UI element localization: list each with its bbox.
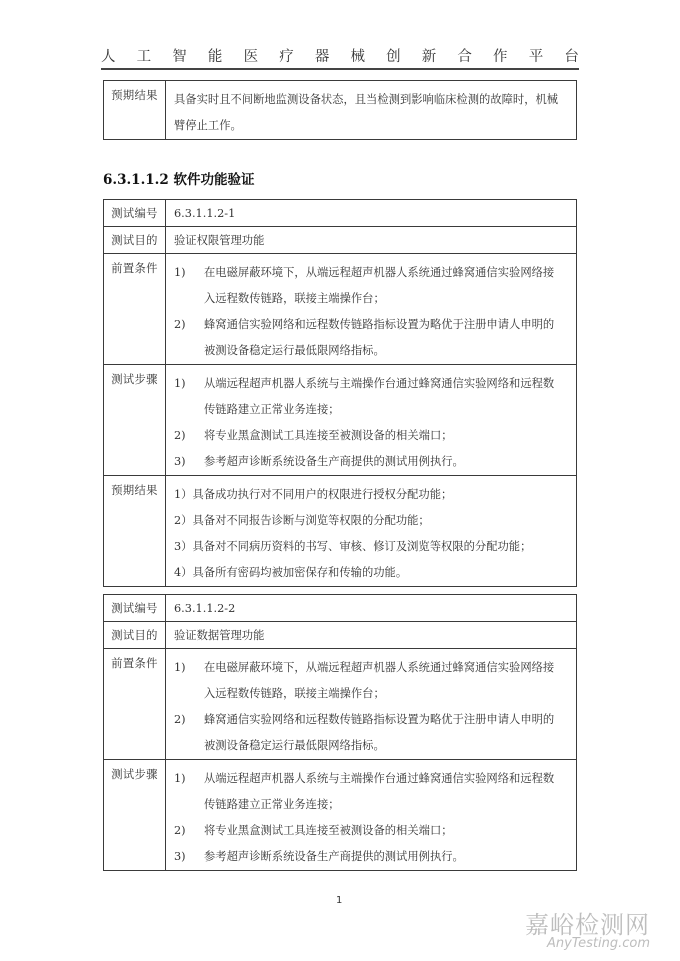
test-table-2 — [103, 594, 577, 871]
precondition-label: 前置条件 — [104, 649, 166, 760]
item-number: 1) — [174, 266, 186, 279]
item-text: 参考超声诊断系统设备生产商提供的测试用例执行。 — [204, 850, 464, 863]
section-heading: 6.3.1.1.2 软件功能验证 — [103, 172, 255, 188]
test-purpose-label: 测试目的 — [104, 622, 166, 649]
header-char: 器 — [314, 48, 330, 65]
expected-result-label: 预期结果 — [104, 476, 166, 587]
header-char: 工 — [136, 48, 152, 65]
test-id-value: 6.3.1.1.2-2 — [166, 595, 577, 622]
precondition-row — [104, 254, 577, 365]
steps-row — [104, 365, 577, 476]
precondition-label: 前置条件 — [104, 254, 166, 365]
header-rule — [101, 68, 579, 70]
list-item — [174, 844, 570, 870]
watermark-logo — [525, 905, 650, 951]
result-line: 2）具备对不同报告诊断与浏览等权限的分配功能； — [174, 514, 430, 527]
list-item — [174, 818, 570, 844]
precondition-value — [166, 649, 577, 760]
header-char: 人 — [101, 48, 116, 65]
item-text: 将专业黑盒测试工具连接至被测设备的相关端口； — [204, 429, 453, 442]
header-char: 医 — [243, 48, 259, 65]
test-id-value: 6.3.1.1.2-1 — [166, 200, 577, 227]
steps-value — [166, 760, 577, 871]
item-text: 将专业黑盒测试工具连接至被测设备的相关端口； — [204, 824, 453, 837]
item-number: 2) — [174, 429, 186, 442]
steps-label: 测试步骤 — [104, 760, 166, 871]
item-number: 1) — [174, 377, 186, 390]
item-number: 2) — [174, 713, 186, 726]
item-text-cont: 入远程数传链路，联接主端操作台； — [204, 687, 385, 700]
item-text: 蜂窝通信实验网络和远程数传链路指标设置为略优于注册申请人申明的 — [204, 318, 555, 331]
list-item — [174, 449, 570, 475]
test-id-label: 测试编号 — [104, 200, 166, 227]
item-number: 1) — [174, 772, 186, 785]
header-char: 台 — [564, 48, 579, 65]
item-text-cont: 被测设备稳定运行最低限网络指标。 — [204, 344, 385, 357]
list-item — [174, 766, 570, 792]
item-text: 在电磁屏蔽环境下，从端远程超声机器人系统通过蜂窝通信实验网络接 — [204, 266, 555, 279]
header-char: 新 — [421, 48, 437, 65]
item-text: 从端远程超声机器人系统与主端操作台通过蜂窝通信实验网络和远程数 — [204, 772, 555, 785]
item-text: 在电磁屏蔽环境下，从端远程超声机器人系统通过蜂窝通信实验网络接 — [204, 661, 555, 674]
item-text: 蜂窝通信实验网络和远程数传链路指标设置为略优于注册申请人申明的 — [204, 713, 555, 726]
header-char: 智 — [172, 48, 187, 65]
item-number: 2) — [174, 318, 186, 331]
header-char: 作 — [493, 48, 508, 65]
test-id-label: 测试编号 — [104, 595, 166, 622]
test-table-1 — [103, 199, 577, 587]
header-char: 疗 — [279, 48, 294, 65]
expected-result-value — [166, 476, 577, 587]
watermark-cn: 嘉峪检测网 — [525, 911, 650, 939]
continued-table — [103, 80, 577, 140]
item-text: 参考超声诊断系统设备生产商提供的测试用例执行。 — [204, 455, 464, 468]
test-id-row — [104, 200, 577, 227]
result-line: 具备实时且不间断地监测设备状态，且当检测到影响临床检测的故障时，机械 — [174, 93, 559, 106]
test-purpose-label: 测试目的 — [104, 227, 166, 254]
list-item — [174, 312, 570, 338]
result-line: 3）具备对不同病历资料的书写、审核、修订及浏览等权限的分配功能； — [174, 540, 532, 553]
header-char: 合 — [457, 48, 472, 65]
precondition-row — [104, 649, 577, 760]
list-item — [174, 655, 570, 681]
list-item — [174, 707, 570, 733]
item-text-cont: 被测设备稳定运行最低限网络指标。 — [204, 739, 385, 752]
header-char: 平 — [528, 48, 544, 65]
item-text-cont: 传链路建立正常业务连接； — [204, 798, 340, 811]
list-item — [174, 260, 570, 286]
steps-label: 测试步骤 — [104, 365, 166, 476]
header-char: 械 — [350, 48, 365, 65]
test-purpose-row — [104, 227, 577, 254]
item-number: 1) — [174, 661, 186, 674]
page-header — [101, 44, 579, 66]
watermark-en: AnyTesting.com — [546, 936, 650, 951]
item-text: 从端远程超声机器人系统与主端操作台通过蜂窝通信实验网络和远程数 — [204, 377, 555, 390]
item-number: 2) — [174, 824, 186, 837]
item-text-cont: 入远程数传链路，联接主端操作台； — [204, 292, 385, 305]
list-item — [174, 423, 570, 449]
result-line: 1）具备成功执行对不同用户的权限进行授权分配功能； — [174, 488, 453, 501]
result-label: 预期结果 — [104, 81, 166, 140]
item-number: 3) — [174, 850, 186, 863]
result-line: 4）具备所有密码均被加密保存和传输的功能。 — [174, 566, 408, 579]
precondition-value — [166, 254, 577, 365]
steps-row — [104, 760, 577, 871]
result-line: 臂停止工作。 — [174, 119, 242, 132]
item-text-cont: 传链路建立正常业务连接； — [204, 403, 340, 416]
page-number: 1 — [336, 895, 343, 906]
result-row — [104, 81, 577, 140]
test-purpose-value: 验证数据管理功能 — [166, 622, 577, 649]
header-char: 能 — [207, 48, 223, 65]
result-value — [166, 81, 577, 140]
list-item — [174, 371, 570, 397]
header-char: 创 — [386, 48, 401, 65]
expected-result-row — [104, 476, 577, 587]
item-number: 3) — [174, 455, 186, 468]
test-id-row — [104, 595, 577, 622]
test-purpose-row — [104, 622, 577, 649]
test-purpose-value: 验证权限管理功能 — [166, 227, 577, 254]
steps-value — [166, 365, 577, 476]
